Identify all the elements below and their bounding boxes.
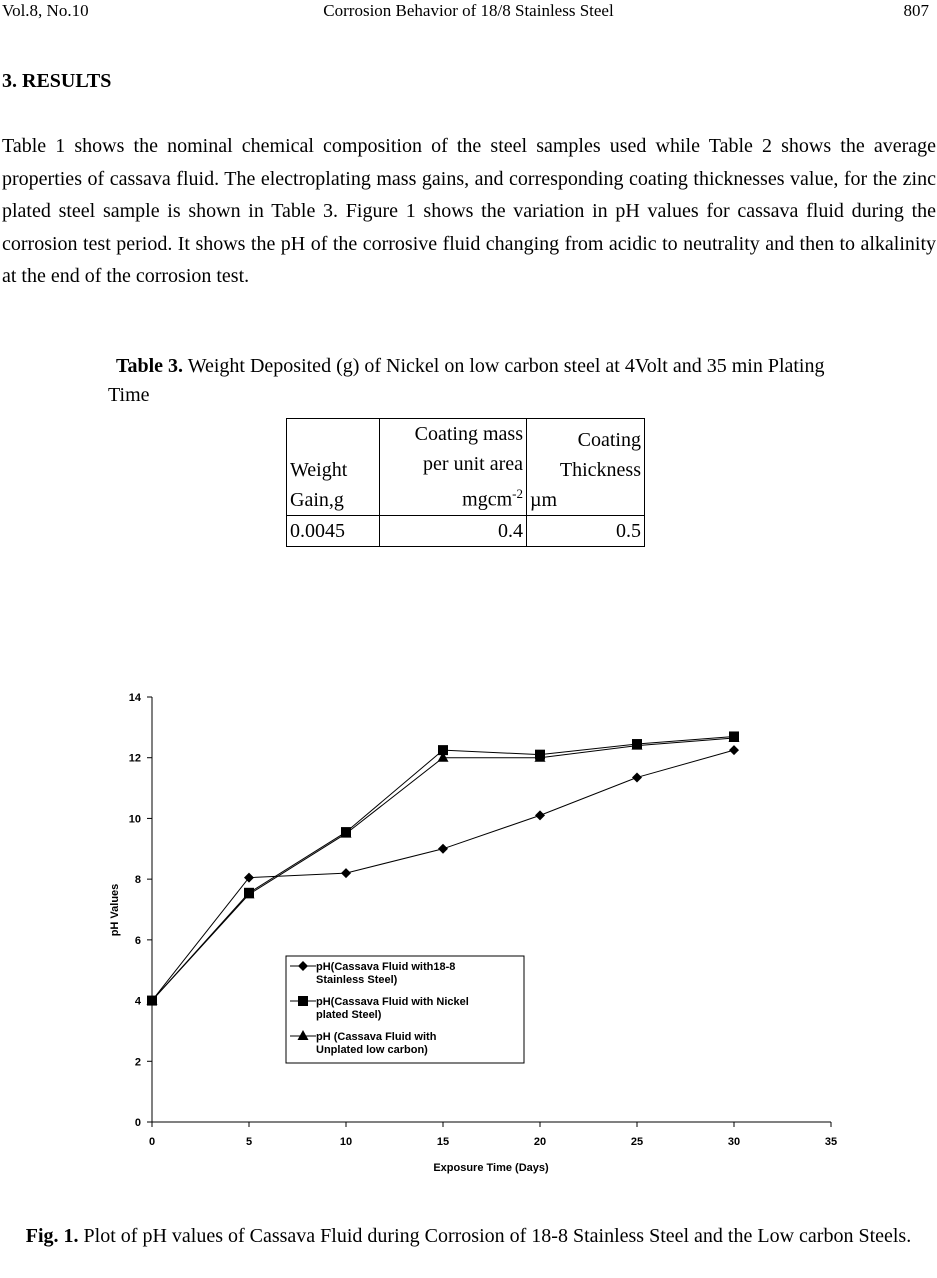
y-tick-label: 4 [134, 995, 141, 1008]
data-point-diamond [341, 868, 351, 878]
data-point-diamond [535, 810, 545, 820]
data-point-diamond [244, 873, 254, 883]
table-caption [108, 352, 848, 410]
cell-coating-mass: 0.4 [380, 515, 527, 546]
data-point-diamond [438, 844, 448, 854]
table-row [287, 515, 645, 546]
page-number: 807 [903, 1, 929, 20]
x-tick-label: 25 [630, 1136, 644, 1148]
figure-caption-text: Plot of pH values of Cassava Fluid during Corrosion of 18-8 Stainless Steel and the Low carbon Steels. [83, 1225, 912, 1247]
x-axis-label: Exposure Time (Days) [433, 1162, 549, 1174]
figure-caption [0, 1222, 937, 1250]
cell-coating-thickness: 0.5 [527, 515, 645, 546]
data-point-diamond [729, 745, 739, 755]
y-tick-label: 12 [128, 752, 141, 765]
cell-weight-gain: 0.0045 [287, 515, 380, 546]
y-tick-label: 2 [134, 1056, 141, 1069]
x-tick-label: 5 [245, 1136, 253, 1148]
x-tick-label: 15 [436, 1136, 450, 1148]
data-point-diamond [632, 772, 642, 782]
running-title: Corrosion Behavior of 18/8 Stainless Steel [323, 1, 614, 20]
y-tick-label: 6 [134, 934, 141, 947]
legend-marker-square [298, 996, 308, 1006]
table-header-row [287, 419, 645, 516]
legend-label: pH (Cassava Fluid with Unplated low carbon) [316, 1031, 437, 1056]
y-tick-label: 0 [134, 1117, 141, 1129]
x-tick-label: 35 [824, 1136, 838, 1148]
header-coating-thickness: Coating Thickness µm [527, 419, 645, 516]
y-tick-label: 10 [128, 813, 141, 826]
ph-chart-svg [0, 680, 937, 1180]
legend-label: pH(Cassava Fluid with18-8 Stainless Steel) [316, 961, 456, 986]
y-tick-label: 14 [128, 692, 141, 704]
x-tick-label: 10 [339, 1136, 353, 1148]
table-caption-text: Weight Deposited (g) of Nickel on low carbon steel at 4Volt and 35 min Plating Time [108, 355, 825, 406]
x-tick-label: 0 [148, 1136, 156, 1148]
running-header [0, 0, 937, 24]
ph-chart [0, 680, 937, 1180]
header-weight-gain: Weight Gain,g [287, 419, 380, 516]
header-coating-mass: Coating mass per unit area mgcm$^{-2}$ [380, 419, 527, 516]
y-axis-label: pH Values [109, 883, 121, 937]
journal-volume: Vol.8, No.10 [2, 1, 89, 20]
x-tick-label: 20 [533, 1136, 547, 1148]
weight-deposited-table [286, 418, 645, 547]
results-paragraph: Table 1 shows the nominal chemical composition of the steel samples used while Table 2 shows the average properties of cassava fluid. The electroplating mass gains, and corresponding coating thicknesses value, for the zinc plated steel sample is shown in Table 3. Figure 1 shows the variation in pH values for cassava fluid during the corrosion test period. It shows the pH of the corrosive fluid changing from acidic to neutrality and then to alkalinity at the end of the corrosion test. [2, 135, 936, 287]
y-tick-label: 8 [134, 874, 141, 887]
figure-label: Fig. 1. [25, 1225, 79, 1247]
legend-label: pH(Cassava Fluid with Nickel plated Steel) [316, 996, 469, 1021]
table-label: Table 3. [116, 355, 184, 377]
section-heading: 3. RESULTS [2, 70, 112, 92]
x-tick-label: 30 [727, 1136, 741, 1148]
